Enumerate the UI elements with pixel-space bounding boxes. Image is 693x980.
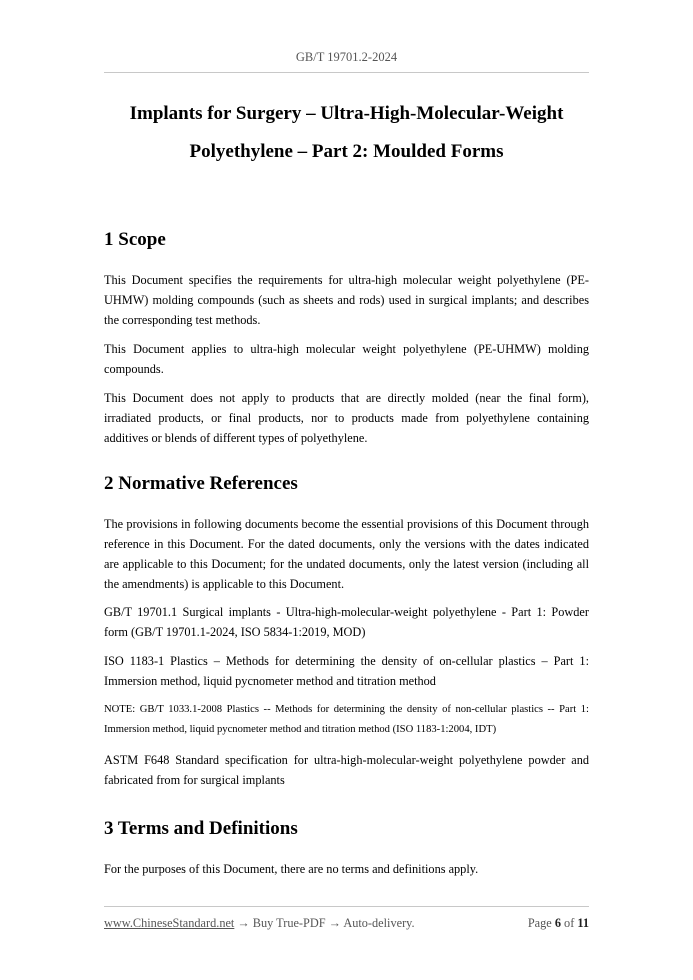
footer-divider (104, 906, 589, 907)
paragraph: This Document does not apply to products that are directly molded (near the final form), irradiated products, or final products, nor to products made from polyethylene containing additives or blends of different types of polyethylene. (104, 391, 589, 445)
reference-item: ISO 1183-1 Plastics – Methods for determining the density of on-cellular plastics – Part 1: Immersion method, liquid pycnometer method and titration method (104, 654, 589, 688)
section-heading-normative-references: 2 Normative References (104, 473, 298, 494)
page-current: 6 (554, 916, 561, 930)
promo-text: → Buy True-PDF → Auto-delivery. (234, 916, 415, 930)
footer-promo (104, 916, 415, 931)
document-code-header: GB/T 19701.2-2024 (295, 50, 398, 64)
paragraph: This Document specifies the requirements for ultra-high molecular weight polyethylene (PE-UHMW) molding compounds (such as sheets and rods) used in surgical implants; and describes the corresponding test methods. (104, 273, 589, 327)
paragraph: For the purposes of this Document, there are no terms and definitions apply. (104, 862, 479, 876)
page-prefix: Page (527, 916, 555, 930)
page-indicator (528, 916, 589, 931)
section-heading-terms-and-definitions: 3 Terms and Definitions (104, 818, 298, 839)
paragraph: The provisions in following documents become the essential provisions of this Document through reference in this Document. For the dated documents, only the versions with the dates indicated are applicable to this Document; for the undated documents, only the latest version (including all the amendments) is applicable to this Document. (104, 517, 589, 591)
site-link[interactable]: www.ChineseStandard.net (104, 916, 235, 930)
document-title-line-2: Polyethylene – Part 2: Moulded Forms (189, 141, 504, 162)
reference-item: ASTM F648 Standard specification for ultra-high-molecular-weight polyethylene powder and fabricated from for surgical implants (104, 753, 589, 787)
section-heading-scope: 1 Scope (104, 229, 166, 250)
document-title-line-1: Implants for Surgery – Ultra-High-Molecular-Weight (129, 103, 564, 124)
paragraph: This Document applies to ultra-high molecular weight polyethylene (PE-UHMW) molding compounds. (104, 342, 589, 376)
reference-note: NOTE: GB/T 1033.1-2008 Plastics -- Methods for determining the density of non-cellular plastics -- Part 1: Immersion method, liquid pycnometer method and titration method (ISO 1183-1:2004, IDT) (104, 704, 589, 735)
reference-item: GB/T 19701.1 Surgical implants - Ultra-high-molecular-weight polyethylene - Part 1: Powder form (GB/T 19701.1-2024, ISO 5834-1:2019, MOD) (104, 605, 589, 639)
page-total: 11 (577, 916, 589, 930)
header-divider (104, 72, 589, 73)
page-of: of (560, 916, 578, 930)
